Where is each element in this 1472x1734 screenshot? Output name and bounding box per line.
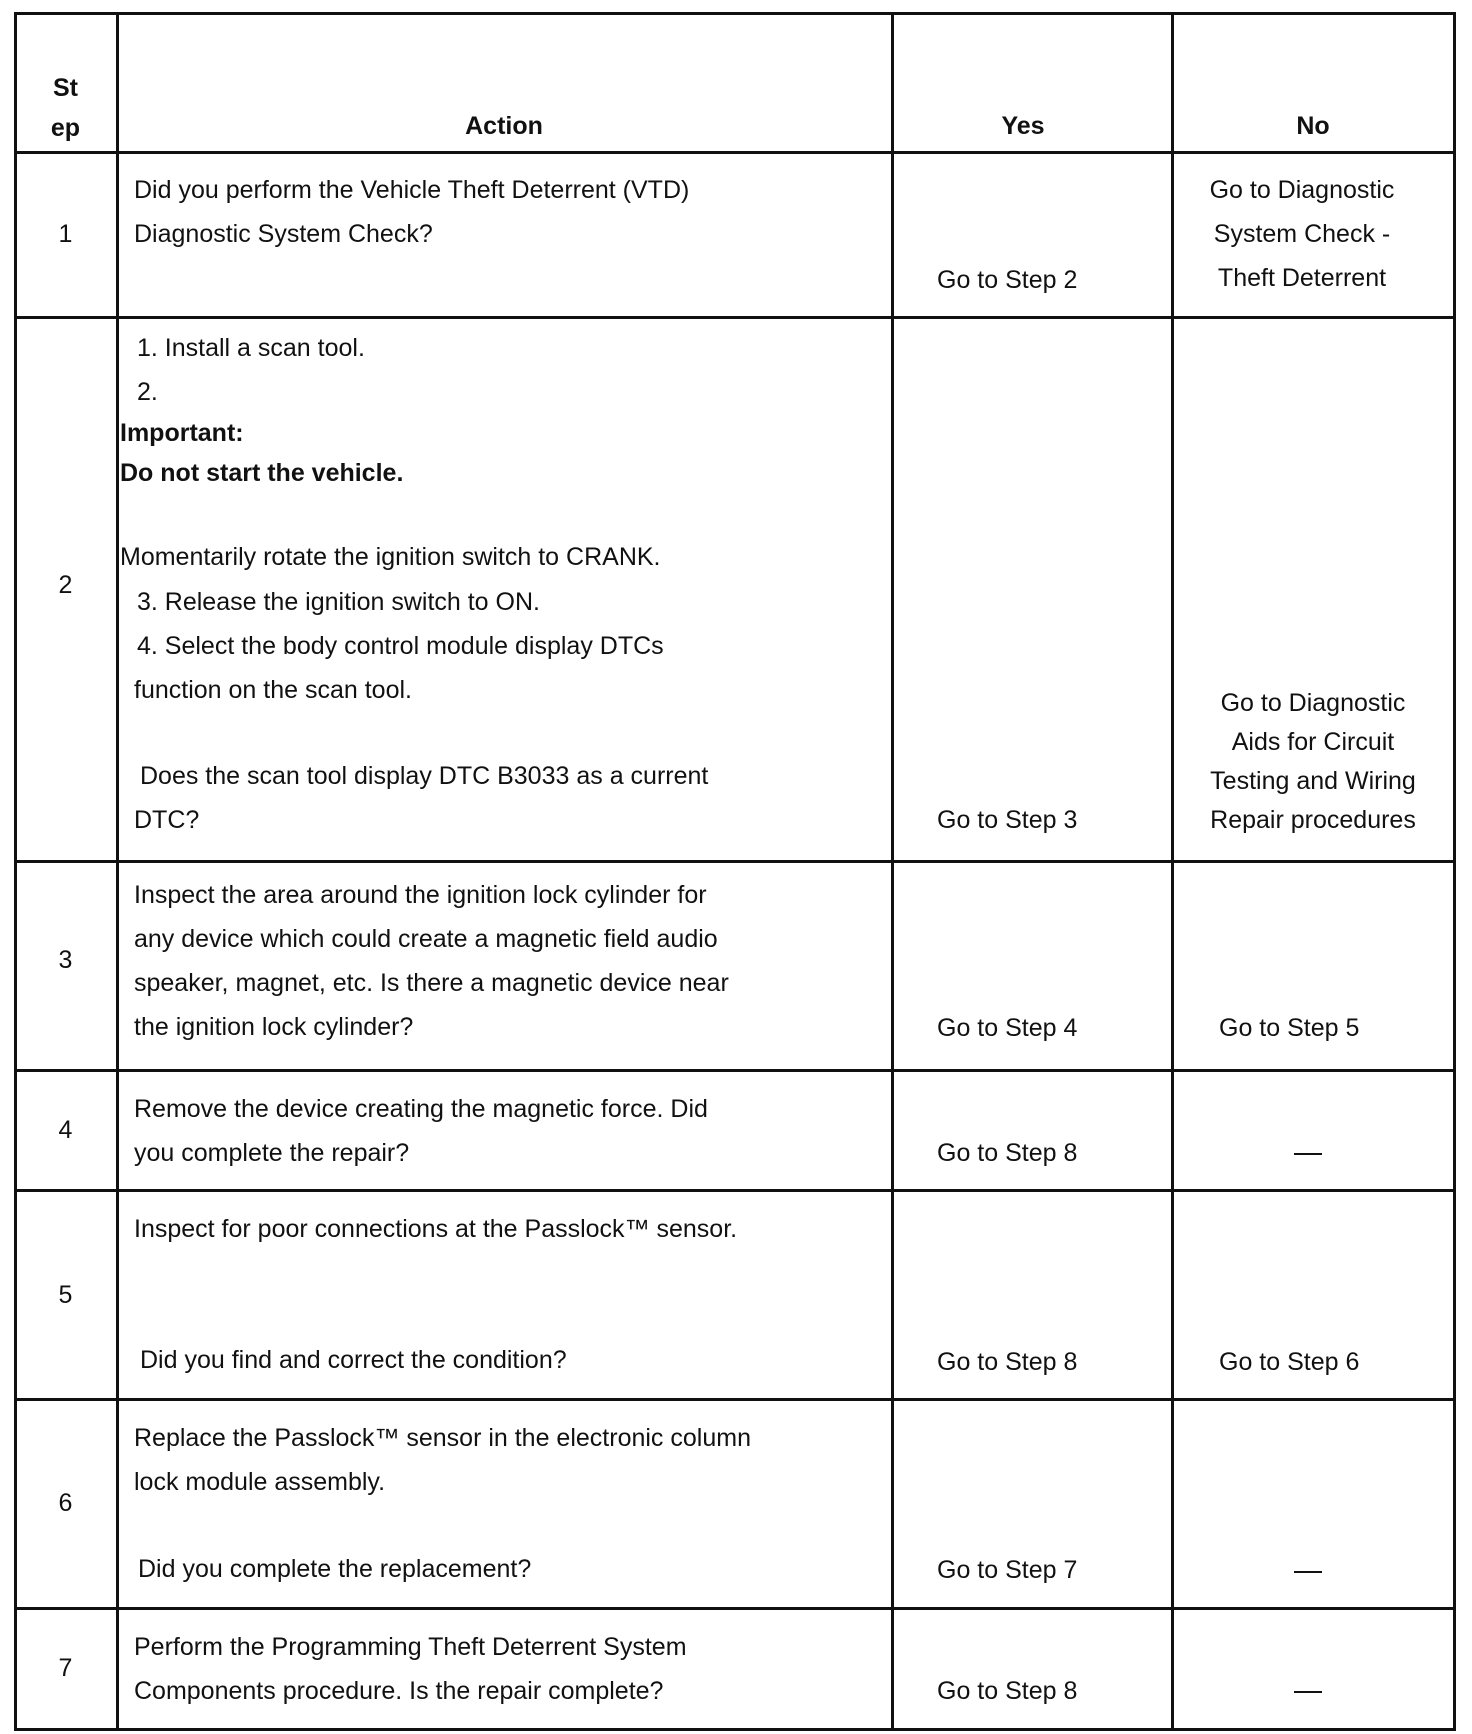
- action-text: [134, 873, 729, 1049]
- action-text: [134, 1625, 687, 1713]
- header-no: No: [1296, 112, 1330, 140]
- action-text: [134, 168, 689, 256]
- action-line: any device which could create a magnetic field audio: [134, 925, 718, 953]
- action-item: 1. Install a scan tool.: [137, 334, 365, 362]
- no-target-text: [1295, 1548, 1296, 1549]
- header-step-line1: St: [53, 74, 78, 102]
- row-divider: [14, 860, 1456, 863]
- header-step-line2: ep: [50, 114, 81, 142]
- no-dash: [1294, 1691, 1322, 1693]
- action-text: Inspect for poor connections at the Passlock™ sensor.: [134, 1215, 738, 1243]
- yes-target: Go to Step 2: [937, 266, 1078, 294]
- column-divider: [891, 12, 894, 1731]
- step-number: 6: [58, 1489, 73, 1517]
- no-target-text: [1295, 1131, 1296, 1132]
- question-text: Did you complete the replacement?: [138, 1555, 532, 1583]
- header-action: Action: [465, 112, 543, 140]
- column-divider: [116, 12, 119, 1731]
- action-line: you complete the repair?: [134, 1139, 410, 1167]
- yes-target: Go to Step 8: [937, 1139, 1078, 1167]
- no-line: Go to Diagnostic: [1220, 689, 1406, 717]
- column-divider: [14, 12, 17, 1731]
- no-target: [1172, 168, 1432, 300]
- action-line: Did you perform the Vehicle Theft Deterrent (VTD): [134, 176, 690, 204]
- action-item: 4. Select the body control module display DTCs: [137, 632, 664, 660]
- yes-target: Go to Step 4: [937, 1014, 1078, 1042]
- step-number: 4: [58, 1116, 73, 1144]
- row-divider: [14, 1189, 1456, 1192]
- no-line: Theft Deterrent: [1217, 264, 1387, 292]
- row-divider: [14, 316, 1456, 319]
- no-line: Go to Diagnostic: [1209, 176, 1395, 204]
- row-divider: [14, 1607, 1456, 1610]
- action-line: Diagnostic System Check?: [134, 220, 433, 248]
- question-text: Does the scan tool display DTC B3033 as a current: [140, 762, 709, 790]
- action-line: Perform the Programming Theft Deterrent System: [134, 1633, 687, 1661]
- action-item: 3. Release the ignition switch to ON.: [137, 588, 540, 616]
- no-target-text: [1295, 1669, 1296, 1670]
- yes-target: Go to Step 7: [937, 1556, 1078, 1584]
- row-divider: [14, 1069, 1456, 1072]
- row-divider: [14, 151, 1456, 154]
- question-text: DTC?: [134, 806, 200, 834]
- action-text: [134, 1416, 751, 1504]
- action-line: Components procedure. Is the repair complete?: [134, 1677, 664, 1705]
- table-border-bottom: [14, 1728, 1456, 1731]
- step-number: 1: [58, 220, 73, 248]
- action-text: [134, 1087, 708, 1175]
- no-target: Go to Step 6: [1219, 1348, 1360, 1376]
- no-line: Testing and Wiring: [1210, 767, 1416, 795]
- action-line: Replace the Passlock™ sensor in the electronic column: [134, 1424, 751, 1452]
- header-step: [14, 68, 117, 148]
- action-line: Remove the device creating the magnetic force. Did: [134, 1095, 708, 1123]
- no-dash: [1294, 1153, 1322, 1155]
- step-number: 2: [58, 571, 73, 599]
- yes-target: Go to Step 8: [937, 1677, 1078, 1705]
- step-number: 3: [58, 946, 73, 974]
- table-border-top: [14, 12, 1456, 15]
- step-number: 5: [58, 1281, 73, 1309]
- no-target: Go to Step 5: [1219, 1014, 1360, 1042]
- question-text: Did you find and correct the condition?: [140, 1346, 567, 1374]
- action-item: 2.: [137, 378, 158, 406]
- step-number: 7: [58, 1654, 73, 1682]
- yes-target: Go to Step 8: [937, 1348, 1078, 1376]
- no-line: Repair procedures: [1210, 806, 1416, 834]
- column-divider: [1453, 12, 1456, 1731]
- no-line: Aids for Circuit: [1231, 728, 1395, 756]
- action-text: Momentarily rotate the ignition switch to CRANK.: [120, 543, 661, 571]
- action-line: the ignition lock cylinder?: [134, 1013, 414, 1041]
- no-dash: [1294, 1571, 1322, 1573]
- header-yes: Yes: [1001, 112, 1045, 140]
- no-target: [1172, 684, 1454, 840]
- row-divider: [14, 1398, 1456, 1401]
- action-line: speaker, magnet, etc. Is there a magnetic device near: [134, 969, 729, 997]
- important-text: Do not start the vehicle.: [120, 459, 404, 487]
- action-text: function on the scan tool.: [134, 676, 412, 704]
- no-line: System Check -: [1213, 220, 1391, 248]
- action-line: Inspect the area around the ignition lock cylinder for: [134, 881, 707, 909]
- important-label: Important:: [120, 419, 244, 447]
- yes-target: Go to Step 3: [937, 806, 1078, 834]
- action-line: lock module assembly.: [134, 1468, 386, 1496]
